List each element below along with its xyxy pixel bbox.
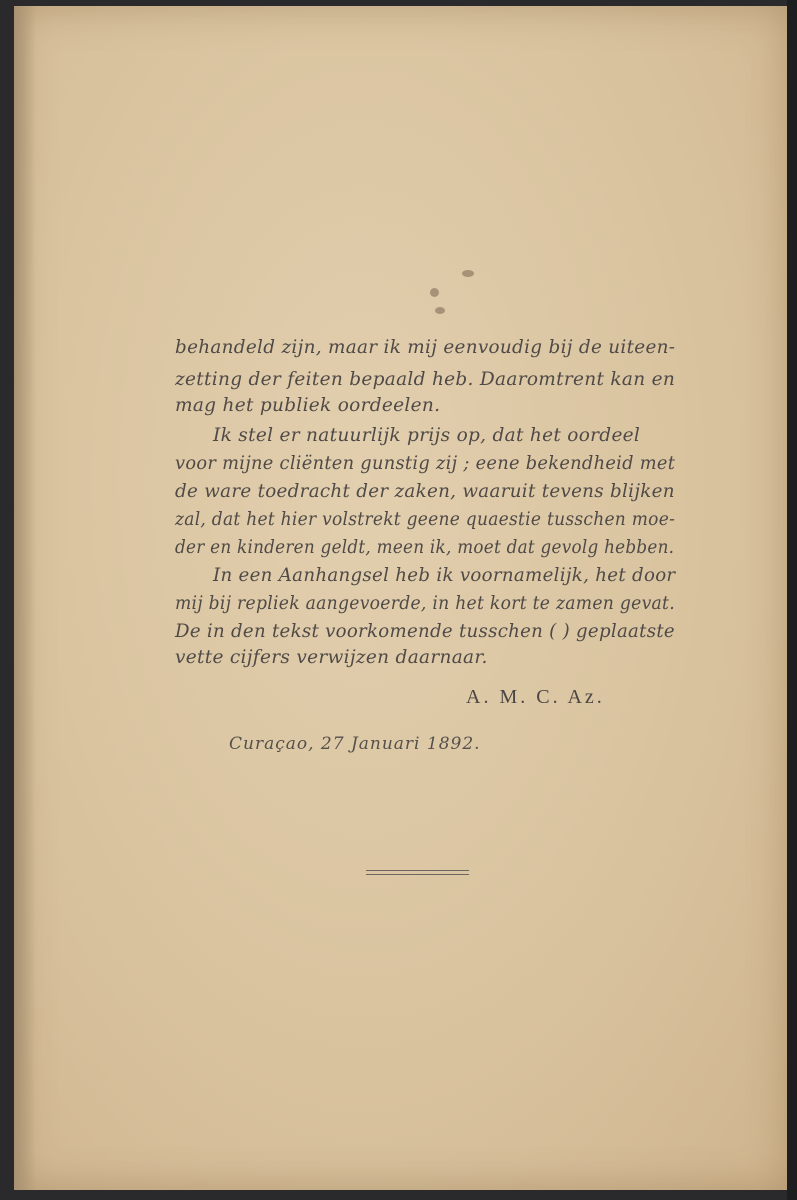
text-line-9: In een Aanhangsel heb ik voornamelijk, het door [213, 565, 676, 586]
signature: A. M. C. Az. [466, 686, 605, 708]
text-line-4: Ik stel er natuurlijk prijs op, dat het oordeel [213, 425, 641, 446]
scan-background-edge [787, 0, 797, 1200]
ink-stain [462, 270, 474, 277]
ink-stain [430, 288, 439, 297]
page-binding-shadow [14, 6, 36, 1190]
text-line-2: zetting der feiten bepaald heb. Daaromtrent kan en [175, 369, 676, 390]
text-line-1: behandeld zijn, maar ik mij eenvoudig bij de uiteen- [175, 337, 676, 358]
text-line-3: mag het publiek oordeelen. [175, 395, 441, 416]
divider-rule-top [366, 870, 469, 871]
text-line-5: voor mijne cliënten gunstig zij ; eene bekendheid met [175, 453, 676, 474]
text-line-7: zal, dat het hier volstrekt geene quaestie tusschen moe- [175, 509, 676, 530]
text-line-11: De in den tekst voorkomende tusschen ( ) geplaatste [175, 621, 675, 642]
divider-rule-bottom [366, 874, 469, 875]
text-line-8: der en kinderen geldt, meen ik, moet dat gevolg hebben. [175, 537, 675, 558]
text-line-10: mij bij repliek aangevoerde, in het kort te zamen gevat. [175, 593, 675, 614]
text-line-12: vette cijfers verwijzen daarnaar. [175, 647, 488, 668]
ink-stain [435, 307, 445, 314]
text-line-6: de ware toedracht der zaken, waaruit tevens blijken [175, 481, 675, 502]
place-date: Curaçao, 27 Januari 1892. [229, 734, 481, 754]
